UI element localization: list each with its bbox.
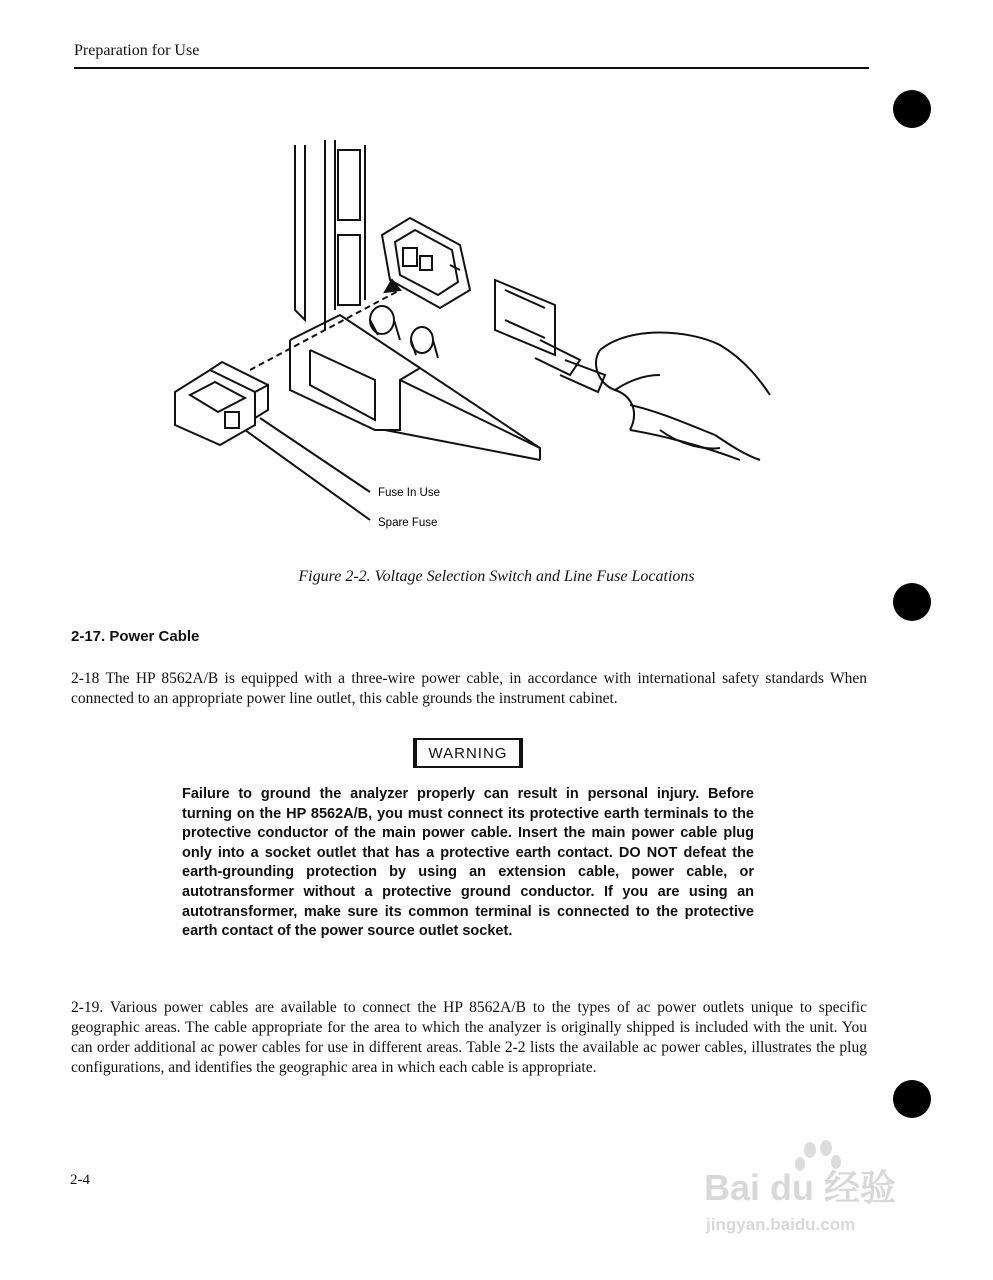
paragraph-2-18: 2-18 The HP 8562A/B is equipped with a three-wire power cable, in accordance with international safety standards When connected to an appropriate power line outlet, this cable grounds the instrument cabinet. [71, 670, 867, 707]
fuse-location-illustration [160, 130, 800, 550]
label-fuse-in-use: Fuse In Use [378, 487, 440, 499]
binder-hole-bottom [893, 1080, 931, 1118]
section-title: 2-17. Power Cable [71, 628, 200, 645]
binder-hole-middle [893, 583, 931, 621]
running-header: Preparation for Use [74, 42, 200, 59]
binder-hole-top [893, 90, 931, 128]
header-rule [74, 67, 869, 69]
watermark-url: jingyan.baidu.com [706, 1215, 856, 1234]
figure-caption: Figure 2-2. Voltage Selection Switch and Line Fuse Locations [298, 568, 695, 585]
baidu-watermark [700, 1140, 940, 1240]
warning-label: WARNING [428, 744, 508, 762]
warning-label-box [413, 738, 523, 768]
page-number: 2-4 [70, 1172, 90, 1188]
paragraph-2-19: 2-19. Various power cables are available to connect the HP 8562A/B to the types of ac power outlets unique to specific geographic areas. The cable appropriate for the area to which the analyzer is originally shipped is included with the unit. You can order additional ac power cables for use in different areas. Table 2-2 lists the available ac power cables, illustrates the plug configurations, and identifies the geographic area in which each cable is appropriate. [71, 999, 867, 1076]
warning-text: Failure to ground the analyzer properly can result in personal injury. Before turning on the HP 8562A/B, you must connect its protective earth terminals to the protective conductor of the main power cable. Insert the main power cable plug only into a socket outlet that has a protective earth contact. DO NOT defeat the earth-grounding protection by using an extension cable, power cable, or autotransformer without a protective ground conductor. If you are using an autotransformer, make sure its common terminal is connected to the protective earth contact of the power source outlet socket. [182, 786, 754, 940]
label-spare-fuse: Spare Fuse [378, 517, 438, 529]
watermark-brand: Bai du 经验 [704, 1167, 897, 1208]
